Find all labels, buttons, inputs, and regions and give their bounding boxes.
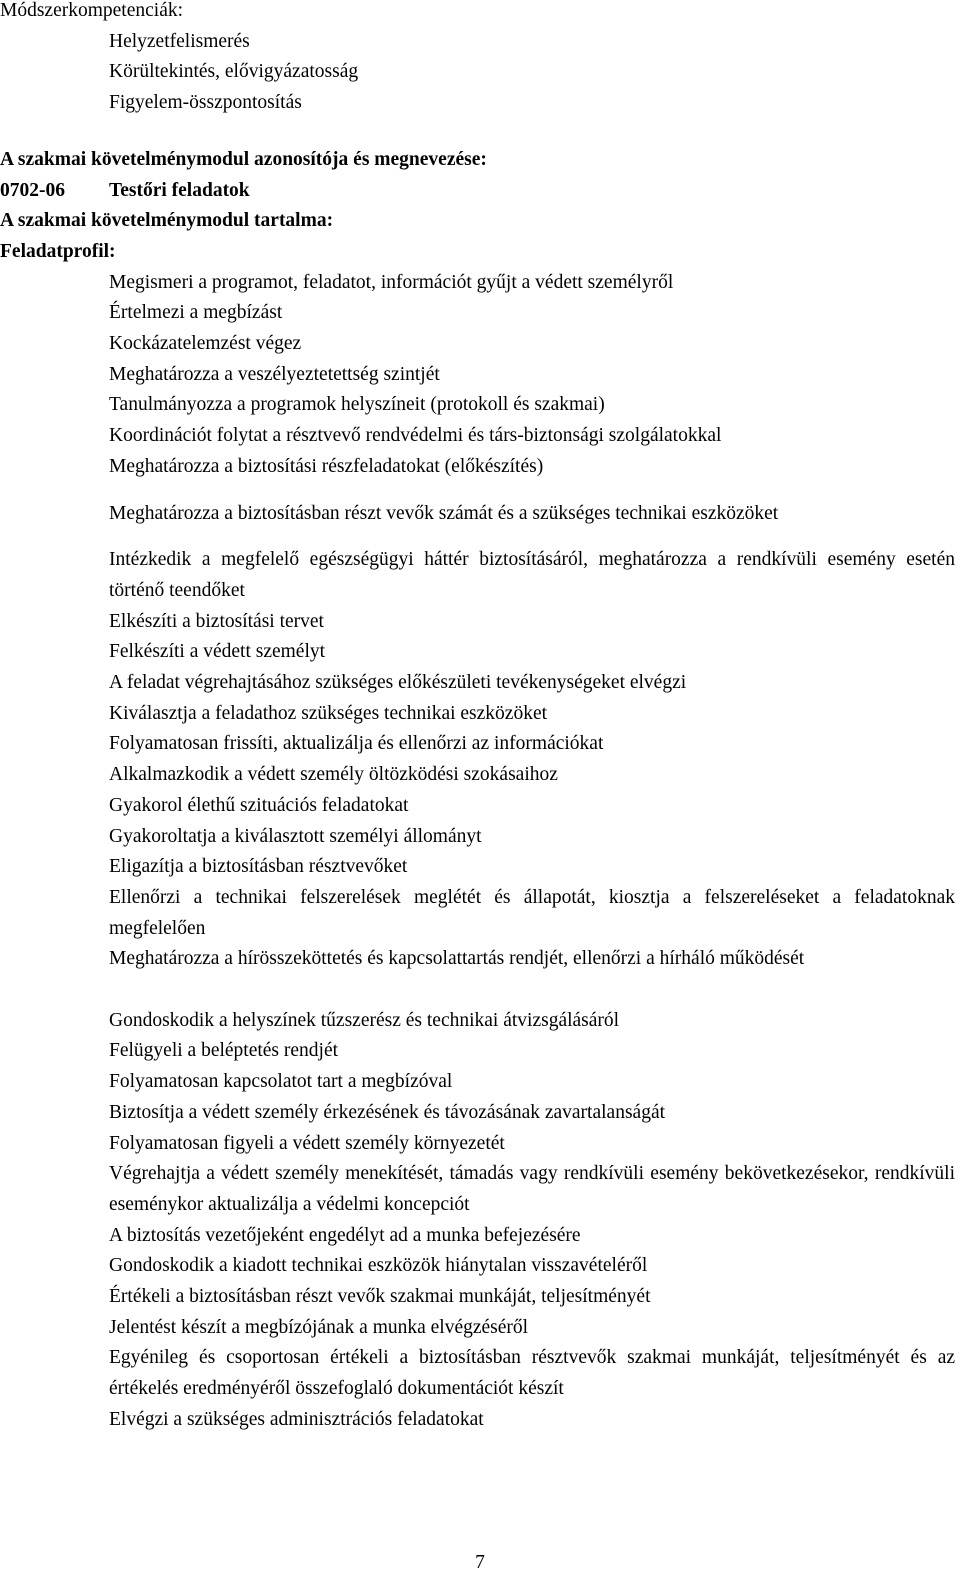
task-item: A biztosítás vezetőjeként engedélyt ad a munka befejezésére — [109, 1224, 581, 1246]
task-item: Folyamatosan kapcsolatot tart a megbízóval — [109, 1071, 453, 1093]
task-item: Jelentést készít a megbízójának a munka elvégzéséről — [109, 1316, 529, 1338]
spacer — [0, 483, 960, 499]
task-item: Egyénileg és csoportosan értékeli a biztosításban résztvevők szakmai munkáját, teljesítményét és az értékelés eredményéről összefoglaló dokumentációt készít — [109, 1347, 955, 1400]
task-item: Tanulmányozza a programok helyszíneit (protokoll és szakmai) — [109, 394, 605, 416]
task-item: Alkalmazkodik a védett személy öltözködési szokásaihoz — [109, 764, 558, 786]
task-item: Felügyeli a beléptetés rendjét — [109, 1040, 339, 1062]
competency-item: Körültekintés, elővigyázatosság — [109, 61, 359, 83]
task-item: Értékeli a biztosításban részt vevők szakmai munkáját, teljesítményét — [109, 1286, 651, 1308]
task-item: Eligazítja a biztosításban résztvevőket — [109, 856, 408, 878]
task-item: Gondoskodik a kiadott technikai eszközök hiánytalan visszavételéről — [109, 1255, 648, 1277]
task-item: Felkészíti a védett személyt — [109, 641, 326, 663]
module-content-heading: A szakmai követelménymodul tartalma: — [0, 210, 334, 232]
task-item: Gyakorol élethű szituációs feladatokat — [109, 794, 409, 816]
task-item: Gondoskodik a helyszínek tűzszerész és technikai átvizsgálásáról — [109, 1009, 620, 1031]
task-item: Intézkedik a megfelelő egészségügyi háttér biztosításáról, meghatározza a rendkívüli esemény esetén történő teendőket — [109, 549, 955, 601]
task-item: Meghatározza a veszélyeztetettség szintjét — [109, 363, 440, 385]
task-item: Kiválasztja a feladathoz szükséges technikai eszközöket — [109, 702, 548, 724]
module-code-name — [0, 176, 960, 207]
page-number: 7 — [475, 1552, 485, 1573]
task-item: Koordinációt folytat a résztvevő rendvédelmi és társ-biztonsági szolgálatokkal — [109, 425, 722, 447]
task-item: Biztosítja a védett személy érkezésének és távozásának zavartalanságát — [109, 1101, 666, 1123]
task-item: Folyamatosan figyeli a védett személy környezetét — [109, 1132, 505, 1154]
module-code: 0702-06 — [0, 179, 65, 201]
task-item: Folyamatosan frissíti, aktualizálja és ellenőrzi az információkat — [109, 733, 604, 755]
task-item: Ellenőrzi a technikai felszerelések meglétét és állapotát, kiosztja a felszereléseket a feladatoknak megfelelően — [109, 886, 955, 939]
competency-item: Helyzetfelismerés — [109, 30, 250, 52]
spacer — [0, 119, 960, 145]
task-item: Megismeri a programot, feladatot, információt gyűjt a védett személyről — [109, 271, 674, 293]
module-name: Testőri feladatok — [109, 179, 250, 201]
task-item: Elkészíti a biztosítási tervet — [109, 610, 324, 632]
task-item: Értelmezi a megbízást — [109, 302, 283, 324]
task-item: A feladat végrehajtásához szükséges előkészületi tevékenységeket elvégzi — [109, 672, 687, 694]
module-id-heading: A szakmai követelménymodul azonosítója és megnevezése: — [0, 148, 487, 170]
task-item: Elvégzi a szükséges adminisztrációs feladatokat — [109, 1408, 484, 1430]
method-competencies-heading: Módszerkompetenciák: — [0, 0, 184, 21]
task-item: Meghatározza a biztosításban részt vevők számát és a szükséges technikai eszközöket — [109, 502, 779, 524]
task-item: Meghatározza a hírösszeköttetés és kapcsolattartás rendjét, ellenőrzi a hírháló működését — [109, 948, 805, 970]
task-item: Meghatározza a biztosítási részfeladatokat (előkészítés) — [109, 455, 544, 477]
spacer — [0, 529, 960, 545]
task-profile-heading: Feladatprofil: — [0, 240, 116, 262]
task-item: Kockázatelemzést végez — [109, 333, 302, 355]
competency-item: Figyelem-összpontosítás — [109, 92, 302, 114]
task-item: Végrehajtja a védett személy menekítését, támadás vagy rendkívüli esemény bekövetkezésekor, rendkívüli eseménykor aktualizálja a védelmi koncepciót — [109, 1163, 955, 1215]
task-item: Gyakoroltatja a kiválasztott személyi állományt — [109, 825, 482, 847]
